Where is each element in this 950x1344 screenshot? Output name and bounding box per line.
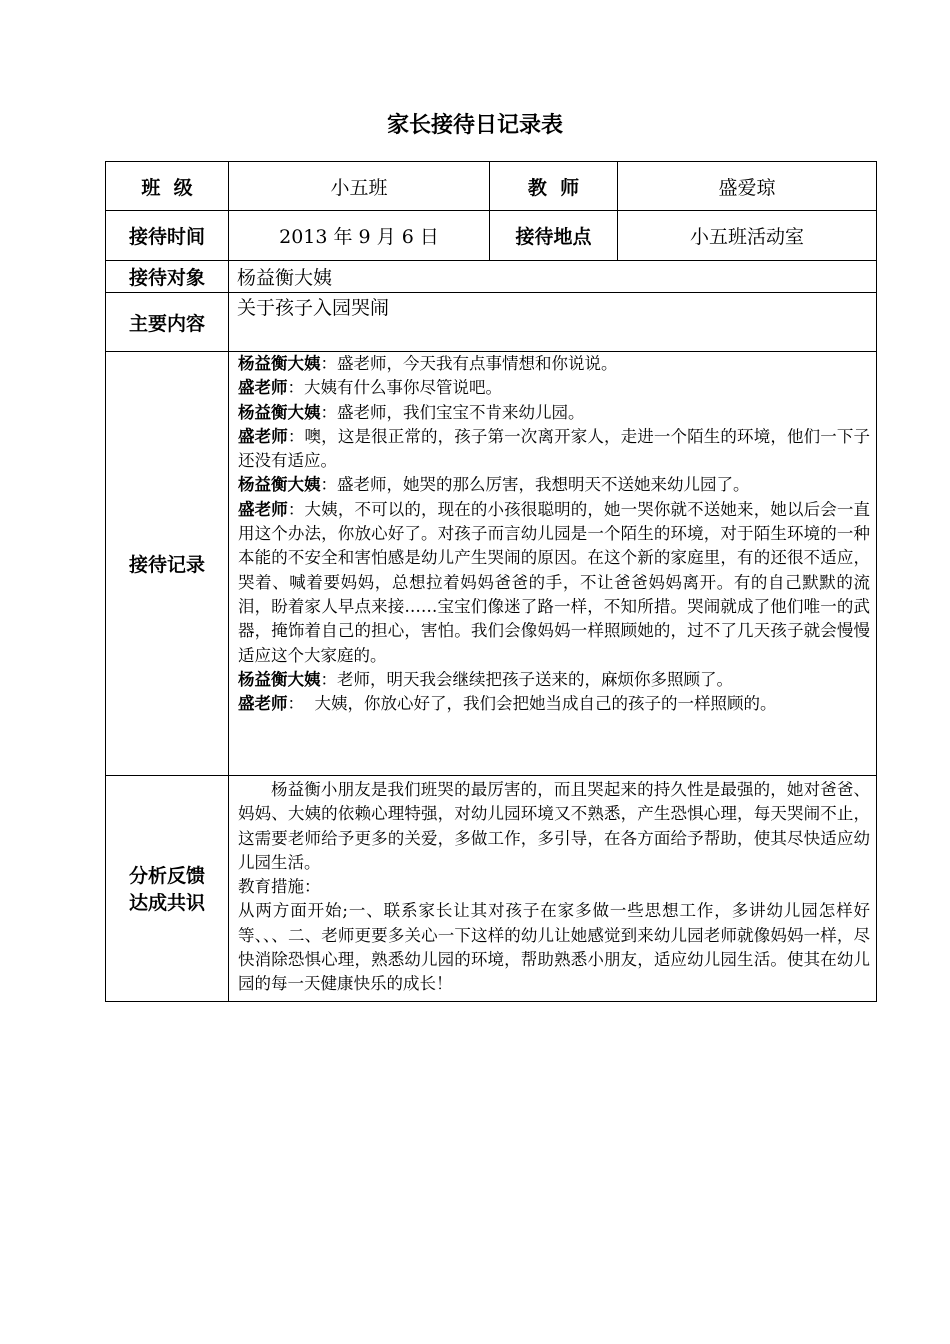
- row-content: [106, 293, 877, 352]
- utterance: 大姨有什么事你尽管说吧。: [304, 378, 502, 398]
- label-class: 班 级: [106, 162, 229, 211]
- row-time-place: [106, 211, 877, 261]
- dialogue-line: 盛老师： 大姨，你放心好了，我们会把她当成自己的孩子的一样照顾的。: [238, 694, 777, 714]
- utterance: 大姨，你放心好了，我们会把她当成自己的孩子的一样照顾的。: [314, 694, 777, 714]
- row-record: [106, 352, 877, 776]
- speaker: 杨益衡大姨: [238, 475, 321, 495]
- speaker: 盛老师: [238, 378, 288, 398]
- dialogue-line: 盛老师：大姨，不可以的，现在的小孩很聪明的，她一哭你就不送她来，她以后会一直用这个办法，你放心好了。对孩子而言幼儿园是一个陌生的环境，对于陌生环境的一种本能的不安全和害怕感是幼儿产生哭闹的原因。在这个新的家庭里，有的还很不适应，哭着、喊着要妈妈，总想拉着妈妈爸爸的手，不让爸爸妈妈离开。有的自己默默的流泪，盼着家人早点来接……宝宝们像迷了路一样，不知所措。哭闹就成了他们唯一的武器，掩饰着自己的担心，害怕。我们会像妈妈一样照顾她的，过不了几天孩子就会慢慢适应这个大家庭的。: [238, 499, 871, 665]
- dialogue-line: 盛老师：大姨有什么事你尽管说吧。: [238, 378, 502, 398]
- dialogue-line: 杨益衡大姨：盛老师，她哭的那么厉害，我想明天不送她来幼儿园了。: [238, 475, 750, 495]
- utterance: 老师，明天我会继续把孩子送来的，麻烦你多照顾了。: [337, 669, 733, 689]
- label-teacher: 教 师: [490, 162, 618, 211]
- utterance: 噢，这是很正常的，孩子第一次离开家人，走进一个陌生的环境，他们一下子还没有适应。: [238, 426, 871, 471]
- value-target: 杨益衡大姨: [229, 261, 877, 293]
- row-analysis: [106, 776, 877, 1002]
- reception-record-table: [105, 161, 877, 1002]
- label-content: 主要内容: [106, 293, 229, 352]
- speaker: 杨益衡大姨: [238, 669, 321, 689]
- speaker: 盛老师: [238, 426, 288, 446]
- measures-paragraph: 从两方面开始;一、联系家长让其对孩子在家多做一些思想工作，多讲幼儿园怎样好等、、、二、老师更要多关心一下这样的幼儿让她感觉到来幼儿园老师就像妈妈一样，尽快消除恐惧心理，熟悉幼儿园的环境，帮助熟悉小朋友，适应幼儿园生活。使其在幼儿园的每一天健康快乐的成长！: [238, 901, 870, 994]
- row-class-teacher: [106, 162, 877, 211]
- dialogue-line: 杨益衡大姨：盛老师，今天我有点事情想和你说说。: [238, 354, 618, 373]
- label-analysis-line1: 分析反馈: [128, 865, 205, 888]
- value-class: 小五班: [229, 162, 490, 211]
- record-dialogue: [229, 352, 877, 776]
- speaker: 杨益衡大姨: [238, 354, 321, 373]
- value-place: 小五班活动室: [618, 211, 877, 261]
- utterance: 盛老师，今天我有点事情想和你说说。: [337, 354, 618, 373]
- label-place: 接待地点: [490, 211, 618, 261]
- label-record: 接待记录: [106, 352, 229, 776]
- page-title: 家长接待日记录表: [386, 113, 563, 138]
- speaker: 盛老师: [238, 499, 288, 519]
- speaker: 杨益衡大姨: [238, 402, 321, 422]
- value-time: 2013 年 9 月 6 日: [229, 211, 490, 261]
- analysis-text: [229, 776, 877, 1002]
- label-analysis: [106, 776, 229, 1002]
- dialogue-line: 盛老师：噢，这是很正常的，孩子第一次离开家人，走进一个陌生的环境，他们一下子还没有适应。: [238, 426, 871, 471]
- row-target: [106, 261, 877, 293]
- measures-label: 教育措施：: [238, 877, 321, 897]
- dialogue-line: 杨益衡大姨：老师，明天我会继续把孩子送来的，麻烦你多照顾了。: [238, 669, 733, 689]
- label-target: 接待对象: [106, 261, 229, 293]
- label-time: 接待时间: [106, 211, 229, 261]
- label-analysis-line2: 达成共识: [128, 892, 205, 915]
- utterance: 大姨，不可以的，现在的小孩很聪明的，她一哭你就不送她来，她以后会一直用这个办法，你放心好了。对孩子而言幼儿园是一个陌生的环境，对于陌生环境的一种本能的不安全和害怕感是幼儿产生哭闹的原因。在这个新的家庭里，有的还很不适应，哭着、喊着要妈妈，总想拉着妈妈爸爸的手，不让爸爸妈妈离开。有的自己默默的流泪，盼着家人早点来接……宝宝们像迷了路一样，不知所措。哭闹就成了他们唯一的武器，掩饰着自己的担心，害怕。我们会像妈妈一样照顾她的，过不了几天孩子就会慢慢适应这个大家庭的。: [238, 499, 871, 665]
- utterance: 盛老师，她哭的那么厉害，我想明天不送她来幼儿园了。: [337, 475, 750, 495]
- analysis-paragraph: 杨益衡小朋友是我们班哭的最厉害的，而且哭起来的持久性是最强的，她对爸爸、妈妈、大姨的依赖心理特强，对幼儿园环境又不熟悉，产生恐惧心理，每天哭闹不止，这需要老师给予更多的关爱，多做工作，多引导，在各方面给予帮助，使其尽快适应幼儿园生活。: [238, 780, 870, 872]
- speaker: 盛老师: [238, 694, 288, 714]
- value-content: 关于孩子入园哭闹: [229, 293, 877, 352]
- dialogue-line: 杨益衡大姨：盛老师，我们宝宝不肯来幼儿园。: [238, 402, 585, 422]
- utterance: 盛老师，我们宝宝不肯来幼儿园。: [337, 402, 585, 422]
- value-teacher: 盛爱琼: [618, 162, 877, 211]
